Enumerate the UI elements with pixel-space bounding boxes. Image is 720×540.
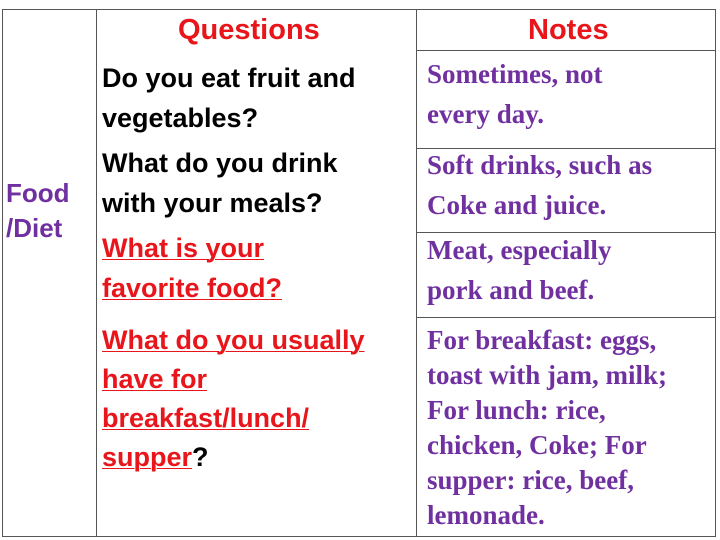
note-4-line3: For lunch: rice, [427, 395, 606, 425]
question-4-line4-text: supper [102, 442, 193, 472]
note-4-line6: lemonade. [427, 500, 545, 530]
note-3-line1: Meat, especially [427, 235, 612, 265]
note-2-line2: Coke and juice. [427, 190, 607, 220]
note-2-line1: Soft drinks, such as [427, 150, 653, 180]
question-4-line1: What do you usually [102, 325, 365, 355]
row-divider-3 [416, 317, 715, 318]
column-divider-1 [96, 10, 97, 536]
question-2-line2: with your meals? [102, 188, 323, 218]
category-label-line1: Food [6, 178, 70, 208]
note-3-line2: pork and beef. [427, 275, 595, 305]
question-1-line1: Do you eat fruit and [102, 63, 356, 93]
question-4-line3: breakfast/lunch/ [102, 403, 310, 433]
notes-header: Notes [528, 14, 609, 46]
notes-header-divider [416, 50, 715, 51]
note-4-line4: chicken, Coke; For [427, 430, 647, 460]
note-4-line1: For breakfast: eggs, [427, 325, 657, 355]
category-label-line2: /Diet [6, 213, 63, 243]
note-4-line5: supper: rice, beef, [427, 465, 634, 495]
note-4-line2: toast with jam, milk; [427, 360, 667, 390]
question-1-line2: vegetables? [102, 103, 259, 133]
questions-header: Questions [178, 14, 320, 46]
question-3-line1: What is your [102, 233, 265, 263]
column-divider-2 [416, 10, 417, 536]
note-1-line2: every day. [427, 99, 544, 129]
question-4-line4 [102, 437, 209, 477]
note-1-line1: Sometimes, not [427, 59, 603, 89]
question-4-line2: have for [102, 364, 208, 394]
question-4-suffix: ? [192, 442, 209, 472]
question-2-line1: What do you drink [102, 148, 338, 178]
question-3-line2: favorite food? [102, 273, 282, 303]
